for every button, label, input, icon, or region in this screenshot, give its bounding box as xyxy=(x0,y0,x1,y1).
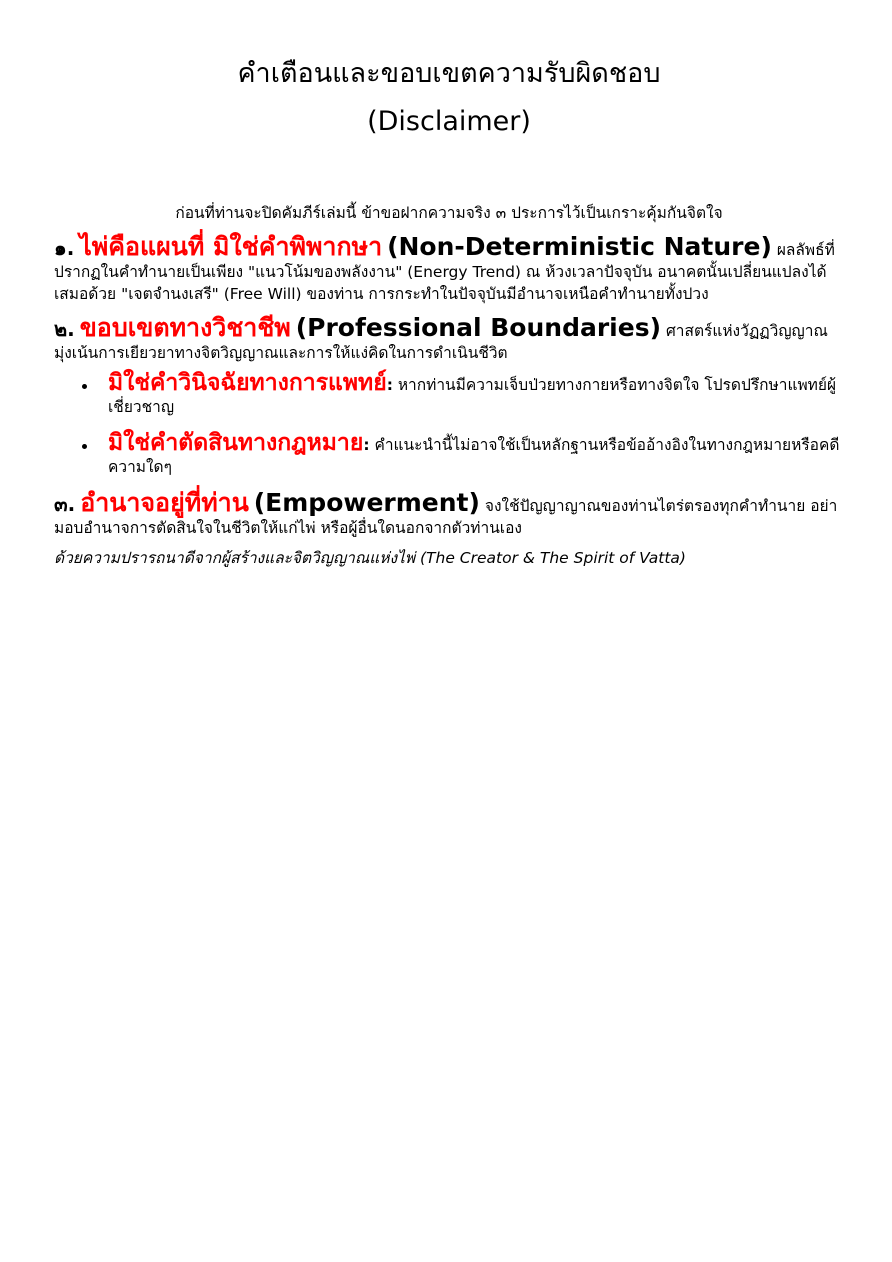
bullet-medical-heading: มิใช่คำวินิจฉัยทางการแพทย์ xyxy=(108,370,387,396)
section-3-number: ๓. xyxy=(54,492,76,516)
bullet-legal-heading: มิใช่คำตัดสินทางกฎหมาย xyxy=(108,430,364,456)
bullet-dot-icon xyxy=(82,384,87,389)
bullet-legal-text: คำแนะนำนี้ไม่อาจใช้เป็นหลักฐานหรือข้ออ้างอิงในทางกฎหมายหรือคดีความใดๆ xyxy=(108,436,840,476)
section-2-heading-th: ขอบเขตทางวิชาชีพ xyxy=(79,313,291,342)
section-1-number: ๑. xyxy=(54,236,75,260)
disclaimer-page xyxy=(54,0,844,569)
closing-signature: ด้วยความปรารถนาดีจากผู้สร้างและจิตวิญญาณแห่งไพ่ (The Creator & The Spirit of Vatta) xyxy=(54,549,686,567)
bullet-medical-text: หากท่านมีความเจ็บป่วยทางกายหรือทางจิตใจ โปรดปรึกษาแพทย์ผู้เชี่ยวชาญ xyxy=(108,376,837,416)
bullet-legal-colon: : xyxy=(363,436,370,454)
page-title: คำเตือนและขอบเขตความรับผิดชอบ xyxy=(237,58,661,89)
section-2-heading-en: (Professional Boundaries) xyxy=(295,313,662,342)
section-1-heading-th: ไพ่คือแผนที่ มิใช่คำพิพากษา xyxy=(79,232,383,261)
section-2-number: ๒. xyxy=(54,317,75,341)
bullet-medical-colon: : xyxy=(386,376,393,394)
section-1 xyxy=(54,232,844,305)
bullet-item-medical xyxy=(108,372,844,418)
section-2-body: ศาสตร์แห่งวัฏฏวิญญาณมุ่งเน้นการเยียวยาทางจิตวิญญาณและการให้แง่คิดในการดำเนินชีวิต xyxy=(54,322,828,362)
section-1-body: ผลลัพธ์ที่ปรากฏในคำทำนายเป็นเพียง "แนวโน้มของพลังงาน" (Energy Trend) ณ ห้วงเวลาปัจจุบัน อนาคตนั้นเปลี่ยนแปลงได้เสมอด้วย "เจตจำนงเสรี" (Free Will) ของท่าน การกระทำในปัจจุบันมีอำนาจเหนือคำทำนายทั้งปวง xyxy=(54,241,835,303)
intro-text: ก่อนที่ท่านจะปิดคัมภีร์เล่มนี้ ข้าขอฝากความจริง ๓ ประการไว้เป็นเกราะคุ้มกันจิตใจ xyxy=(175,204,723,222)
section-2 xyxy=(54,313,844,364)
section-3-body: จงใช้ปัญญาญาณของท่านไตร่ตรองทุกคำทำนาย อย่ามอบอำนาจการตัดสินใจในชีวิตให้แก่ไพ่ หรือผู้อื่นใดนอกจากตัวท่านเอง xyxy=(54,497,838,537)
section-3-heading-th: อำนาจอยู่ที่ท่าน xyxy=(80,488,249,517)
section-2-bullet-list xyxy=(54,372,844,478)
section-3-heading-en: (Empowerment) xyxy=(253,488,480,517)
bullet-item-legal xyxy=(108,432,844,478)
section-1-heading-en: (Non-Deterministic Nature) xyxy=(387,232,772,261)
section-3 xyxy=(54,488,844,539)
page-subtitle: (Disclaimer) xyxy=(367,106,531,137)
bullet-dot-icon xyxy=(82,444,87,449)
